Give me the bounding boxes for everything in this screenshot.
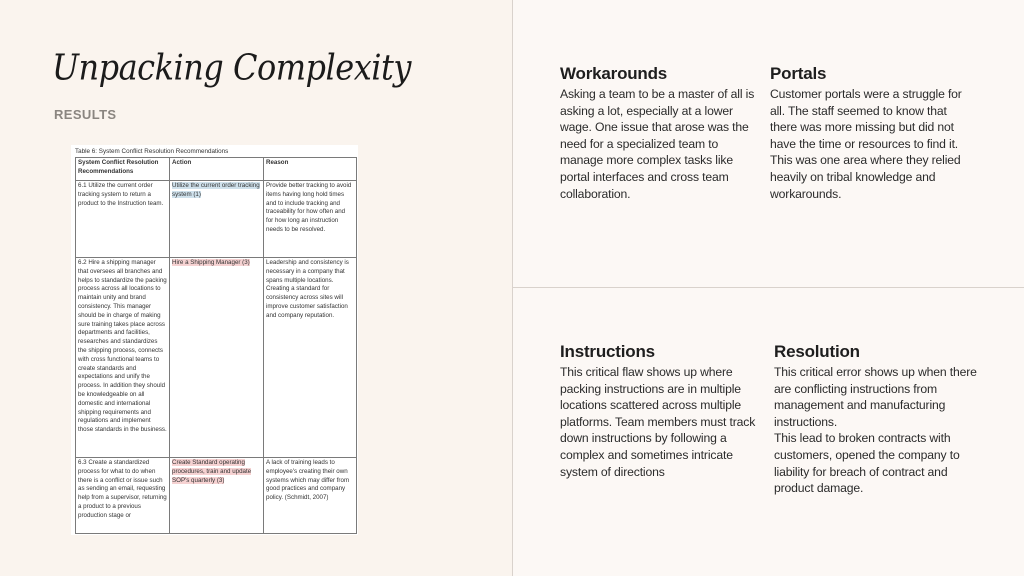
horizontal-divider [513,287,1024,288]
instructions-text: This critical flaw shows up where packing instructions are in multiple locations scattered across multiple platforms. Team members must track down instructions by following a complex and sometimes intricate system of directions [560,365,756,479]
workarounds-text: Asking a team to be a master of all is asking a lot, especially at a lower wage. One issue that arose was the need for a specialized team to manage more complex tasks like portal interfaces and cross team collaboration. [560,87,755,201]
action-cell [170,258,264,458]
header-reason: Reason [264,158,357,181]
resolution-text: This critical error shows up when there are conflicting instructions from management and manufacturing instructions. This lead to broken contracts with customers, opened the company to liability for breach of contract and product damage. [774,365,977,496]
table-row [76,181,357,258]
table-figure [71,145,358,535]
portals-text: Customer portals were a struggle for all. The staff seemed to know that there was more missing but did not have the time or resources to find it. This was one area where they relied heavily on tribal knowledge and workarounds. [770,87,962,201]
action-cell [170,458,264,534]
action-highlight: Hire a Shipping Manager (3) [172,259,250,266]
header-recommendations: System Conflict Resolution Recommendations [76,158,170,181]
recommendation-cell: 6.3 Create a standardized process for what to do when there is a conflict or issue such as sending an email, requesting help from a supervisor, returning a product to a previous production stage or [76,458,170,534]
action-highlight: Create Standard operating procedures, train and update SOP's quarterly (3) [172,459,252,484]
table-caption: Table 6: System Conflict Resolution Recommendations [75,148,229,155]
table-row [76,258,357,458]
conflict-resolution-table [75,157,357,534]
action-cell [170,181,264,258]
table-header-row [76,158,357,181]
instructions-title: Instructions [560,342,655,361]
header-action: Action [170,158,264,181]
slide-title: Unpacking Complexity [52,46,411,89]
table-row [76,458,357,534]
reason-cell: Provide better tracking to avoid items having long hold times and to include tracking and traceability for how often and for how long an instruction needs to be resolved. [264,181,357,258]
recommendation-cell: 6.1 Utilize the current order tracking system to return a product to the Instruction team. [76,181,170,258]
reason-cell: A lack of training leads to employee's creating their own systems which may differ from good practices and company policy. (Schmidt, 2007) [264,458,357,534]
action-highlight: Utilize the current order tracking system (1) [172,182,260,198]
vertical-divider [512,0,513,576]
portals-title: Portals [770,64,827,83]
recommendation-cell: 6.2 Hire a shipping manager that oversees all branches and helps to standardize the packing process across all locations to maintain unity and brand consistency. This manager should be in charge of making sure training takes place across departments and facilities, researches and standardizes the shipping process, connects with cross functional teams to create standards and expectations and unify the process. In addition they should be knowledgeable on all domestic and international shipping requirements and regulations and implement those standards in the business. [76,258,170,458]
workarounds-title: Workarounds [560,64,668,83]
slide-subtitle: RESULTS [54,107,117,122]
resolution-title: Resolution [774,342,860,361]
reason-cell: Leadership and consistency is necessary in a company that spans multiple locations. Creating a standard for consistency across sites will improve customer satisfaction and company reputation. [264,258,357,458]
